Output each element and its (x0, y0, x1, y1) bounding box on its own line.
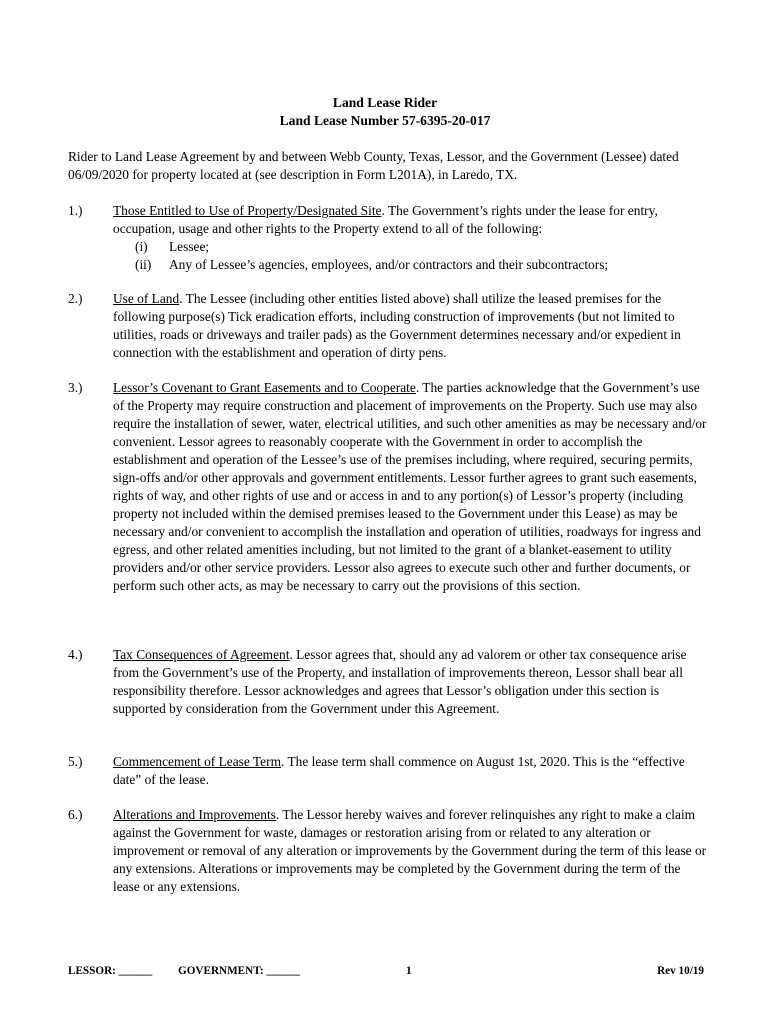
section-1 (68, 202, 708, 274)
intro-paragraph: Rider to Land Lease Agreement by and between Webb County, Texas, Lessor, and the Government (Lessee) dated 06/09/2020 for property located at (see description in Form L201A), in Laredo, TX. (68, 149, 679, 182)
section-text: . The Government’s rights under the lease for entry, occupation, usage and other rights to the Property extend to all of the following: (113, 203, 658, 236)
section-3 (68, 379, 708, 595)
section-heading: Use of Land (113, 291, 180, 306)
section-text: . Lessor agrees that, should any ad valorem or other tax consequence arise from the Government’s use of the Property, and installation of improvements thereon, Lessor shall bear all responsibility therefore. Lessor acknowledges and agrees that Lessor’s obligation under this section is supported by consideration from the Government under this Agreement. (113, 647, 687, 716)
list-marker: (i) (135, 239, 148, 254)
section-body (113, 646, 708, 718)
section-body (113, 753, 708, 789)
section-text: . The parties acknowledge that the Government’s use of the Property may require construction and placement of improvements on the Property. Such use may also require the installation of sewer, water, electrical utilities, and such other amenities as may be necessary and/or convenient. Lessor agrees to reasonably cooperate with the Government in order to accomplish the establishment and operation of the Lessee’s use of the premises including, where required, securing permits, sign-offs and/or other approvals and government entitlements. Lessor further agrees to grant such easements, rights of way, and other rights of use and or access in and to any portion(s) of Lessor’s property (including property not included within the demised premises leased to the Government under this Lease) as may be necessary and/or convenient to accomplish the installation and operation of utilities, roadways for ingress and egress, and other related amenities including, but not limited to the grant of a blanket-easement to utility providers and/or other service providers. Lessor also agrees to execute such other and further documents, or perform such other acts, as may be necessary to carry out the provisions of this section. (113, 380, 707, 593)
title-line-2: Land Lease Number 57-6395-20-017 (279, 113, 491, 128)
document-title (0, 94, 770, 130)
government-initials: GOVERNMENT: ______ (178, 965, 300, 977)
list-item-text: Any of Lessee’s agencies, employees, and/or contractors and their subcontractors; (169, 257, 609, 272)
section-body (113, 806, 708, 896)
list-item (113, 256, 708, 274)
list-item-text: Lessee; (169, 239, 210, 254)
section-4 (68, 646, 708, 718)
list-marker: (ii) (135, 257, 152, 272)
section-heading: Commencement of Lease Term (113, 754, 281, 769)
page-number: 1 (406, 965, 412, 977)
title-line-1: Land Lease Rider (332, 95, 438, 110)
section-body (113, 202, 708, 274)
section-2 (68, 290, 708, 362)
section-text: . The Lessor hereby waives and forever relinquishes any right to make a claim against the Government for waste, damages or restoration arising from or related to any alteration or improvement or removal of any alteration or improvements by the Government during the term of this lease or any extensions. Alterations or improvements may be completed by the Government during the term of the lease or any extensions. (113, 807, 707, 894)
section-body (113, 290, 708, 362)
section-number: 3.) (68, 380, 83, 395)
section-number: 6.) (68, 807, 83, 822)
section-heading: Alterations and Improvements (113, 807, 276, 822)
section-number: 5.) (68, 754, 83, 769)
section-heading: Those Entitled to Use of Property/Designated Site (113, 203, 382, 218)
section-heading: Tax Consequences of Agreement (113, 647, 290, 662)
page-footer (68, 962, 708, 980)
section-number: 1.) (68, 203, 83, 218)
revision-label: Rev 10/19 (657, 965, 704, 977)
section-text: . The Lessee (including other entities listed above) shall utilize the leased premises for the following purpose(s) Tick eradication efforts, including construction of improvements (but not limited to utilities, roads or driveways and trailer pads) as the Government determines necessary and/or expedient in connection with the establishment and operation of dirty pens. (113, 291, 681, 360)
section-heading: Lessor’s Covenant to Grant Easements and to Cooperate (113, 380, 416, 395)
section-number: 2.) (68, 291, 83, 306)
section-text: . The lease term shall commence on August 1st, 2020. This is the “effective date” of the lease. (113, 754, 685, 787)
section-sublist (113, 238, 708, 274)
section-5 (68, 753, 708, 789)
lessor-initials: LESSOR: ______ (68, 965, 153, 977)
section-number: 4.) (68, 647, 83, 662)
section-6 (68, 806, 708, 896)
list-item (113, 238, 708, 256)
section-body (113, 379, 708, 595)
